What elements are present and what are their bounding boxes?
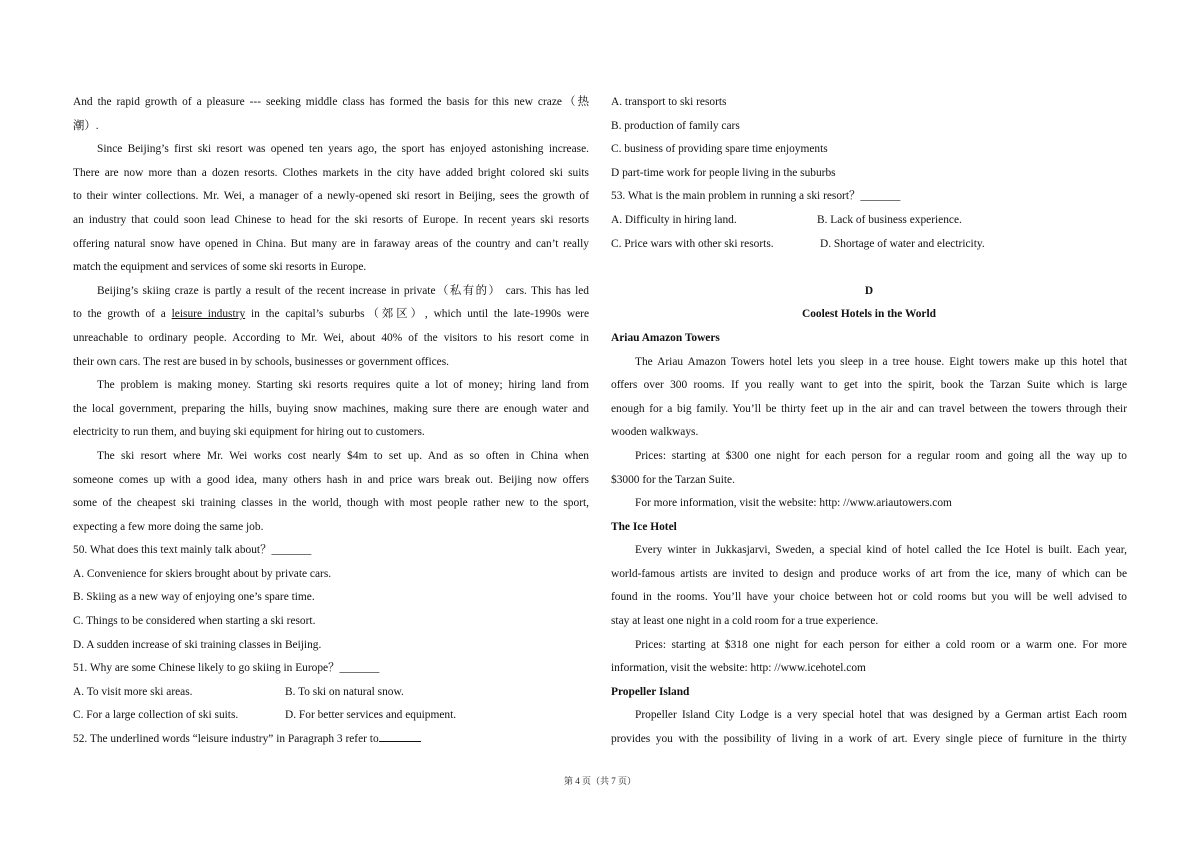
option-line: D. A sudden increase of ski training classes in Beijing. — [73, 638, 322, 651]
paragraph-line: 潮）. — [73, 119, 99, 132]
paragraph-line: Since Beijing’s first ski resort was opened ten years ago, the sport has enjoyed astonishing increase. — [97, 143, 589, 156]
paragraph-line — [73, 303, 589, 327]
page-footer: 第 4 页（共 7 页） — [563, 776, 636, 786]
hotel-heading: Ariau Amazon Towers — [611, 331, 720, 344]
paragraph-line: their own cars. The rest are bused in by schools, businesses or government offices. — [73, 355, 450, 368]
paragraph-line: some of the cheapest ski training classes in the world, though with most people rather new to the sport, — [73, 497, 589, 510]
option-line: B. Skiing as a new way of enjoying one’s spare time. — [73, 591, 315, 604]
spacer — [611, 256, 1127, 280]
paragraph-line: Beijing’s skiing craze is partly a result of the recent increase in private（私有的） cars. This has led — [97, 284, 589, 297]
question-text: 50. What does this text mainly talk about？ — [73, 544, 272, 557]
option-line: C. business of providing spare time enjoyments — [611, 143, 828, 156]
paragraph-line: The Ariau Amazon Towers hotel lets you sleep in a tree house. Eight towers make up this hotel that — [635, 355, 1127, 368]
question-50 — [73, 539, 589, 563]
paragraph-line: And the rapid growth of a pleasure --- seeking middle class has formed the basis for this new craze（热 — [73, 96, 589, 108]
paragraph-line: the local government, preparing the hills, buying snow machines, making sure there are enough water and — [73, 402, 589, 415]
option-a: A. Difficulty in hiring land. — [611, 213, 737, 226]
paragraph-line: wooden walkways. — [611, 426, 699, 439]
question-51 — [73, 657, 589, 681]
paragraph-line: offering natural snow have opened in China. But many are in faraway areas of the country and can’t really — [73, 237, 589, 250]
underlined-phrase: leisure industry — [171, 308, 246, 321]
paragraph-line: stay at least one night in a cold room for a true experience. — [611, 615, 879, 628]
left-column — [73, 91, 589, 752]
question-text: 53. What is the main problem in running a ski resort？ — [611, 190, 861, 203]
question-52 — [73, 728, 589, 752]
option-d: D. Shortage of water and electricity. — [820, 237, 985, 250]
paragraph-line: information, visit the website: http: //www.icehotel.com — [611, 662, 866, 675]
paragraph-line: expecting a few more doing the same job. — [73, 520, 264, 533]
answer-blank: _______ — [339, 662, 380, 675]
hotel-heading: Propeller Island — [611, 685, 690, 698]
paragraph-line: Prices: starting at $318 one night for each person for either a cold room or a warm one. For more — [635, 638, 1127, 651]
paragraph-line: There are now more than a dozen resorts. Clothes markets in the city have added bright colored ski suits — [73, 166, 589, 179]
option-d: D. For better services and equipment. — [285, 709, 457, 722]
paragraph-line: provides you with the possibility of living in a work of art. Every single piece of furniture in the thirty — [611, 733, 1127, 746]
paragraph-line: match the equipment and services of some ski resorts in Europe. — [73, 261, 367, 274]
section-label: D — [864, 284, 874, 297]
paragraph-line: unreachable to ordinary people. According to Mr. Wei, about 40% of the visitors to his resort come in — [73, 331, 589, 344]
option-b: B. Lack of business experience. — [817, 213, 962, 226]
right-column — [611, 91, 1127, 752]
paragraph-line: For more information, visit the website: http: //www.ariautowers.com — [635, 497, 952, 510]
option-b: B. To ski on natural snow. — [285, 685, 404, 698]
answer-blank — [379, 730, 421, 742]
option-line: D part-time work for people living in the suburbs — [611, 166, 836, 179]
hotel-heading: The Ice Hotel — [611, 520, 677, 533]
paragraph-line: enough for a big family. You’ll be thirty feet up in the air and can travel between the towers through their — [611, 402, 1127, 415]
answer-blank: _______ — [860, 190, 901, 203]
paragraph-line: found in the rooms. You’ll have your choice between hot or cold rooms but you will be well advised to — [611, 591, 1127, 604]
paragraph-line: someone comes up with a good idea, many others hash in and price wars break out. Beijing now offers — [73, 473, 589, 486]
text-span: in the capital’s suburbs（郊区）, which until the late-1990s were — [250, 308, 589, 321]
passage-title: Coolest Hotels in the World — [802, 308, 936, 321]
question-text: 51. Why are some Chinese likely to go skiing in Europe？ — [73, 662, 340, 675]
paragraph-line: electricity to run them, and buying ski equipment for hiring out to customers. — [73, 426, 425, 439]
paragraph-line: Prices: starting at $300 one night for each person for a regular room and going all the way up to — [635, 449, 1127, 462]
paragraph-line: world-famous artists are invited to design and produce works of art from the ice, many of which can be — [611, 567, 1127, 580]
paragraph-line: an industry that could soon lead Chinese to head for the ski resorts of Europe. In recent years ski resorts — [73, 213, 589, 226]
option-row — [73, 704, 589, 728]
paragraph-line: The ski resort where Mr. Wei works cost nearly $4m to set up. And as so often in China when — [97, 449, 589, 462]
option-line: C. Things to be considered when starting a ski resort. — [73, 615, 316, 628]
option-line: B. production of family cars — [611, 119, 740, 132]
paragraph-line: offers over 300 rooms. If you really want to get into the spirit, book the Tarzan Suite which is large — [611, 379, 1127, 392]
option-row — [73, 681, 589, 705]
option-line: A. Convenience for skiers brought about by private cars. — [73, 567, 332, 580]
option-c: C. Price wars with other ski resorts. — [611, 237, 774, 250]
option-row — [611, 209, 1127, 233]
paragraph-line: Propeller Island City Lodge is a very special hotel that was designed by a German artist Each room — [635, 709, 1127, 722]
option-a: A. To visit more ski areas. — [73, 685, 193, 698]
question-53 — [611, 185, 1127, 209]
paragraph-line: Every winter in Jukkasjarvi, Sweden, a special kind of hotel called the Ice Hotel is built. Each year, — [635, 544, 1127, 557]
paragraph-line: to their winter collections. Mr. Wei, a manager of a newly-opened ski resort in Beijing, sees the growth of — [73, 190, 589, 203]
option-c: C. For a large collection of ski suits. — [73, 709, 239, 722]
option-row — [611, 233, 1127, 257]
answer-blank: _______ — [271, 544, 312, 557]
option-line: A. transport to ski resorts — [611, 96, 727, 108]
question-text: 52. The underlined words “leisure industry” in Paragraph 3 refer to — [73, 733, 379, 746]
paragraph-line: $3000 for the Tarzan Suite. — [611, 473, 735, 486]
text-span: to the growth of a — [73, 308, 166, 321]
paragraph-line: The problem is making money. Starting ski resorts requires quite a lot of money; hiring land from — [97, 379, 589, 392]
